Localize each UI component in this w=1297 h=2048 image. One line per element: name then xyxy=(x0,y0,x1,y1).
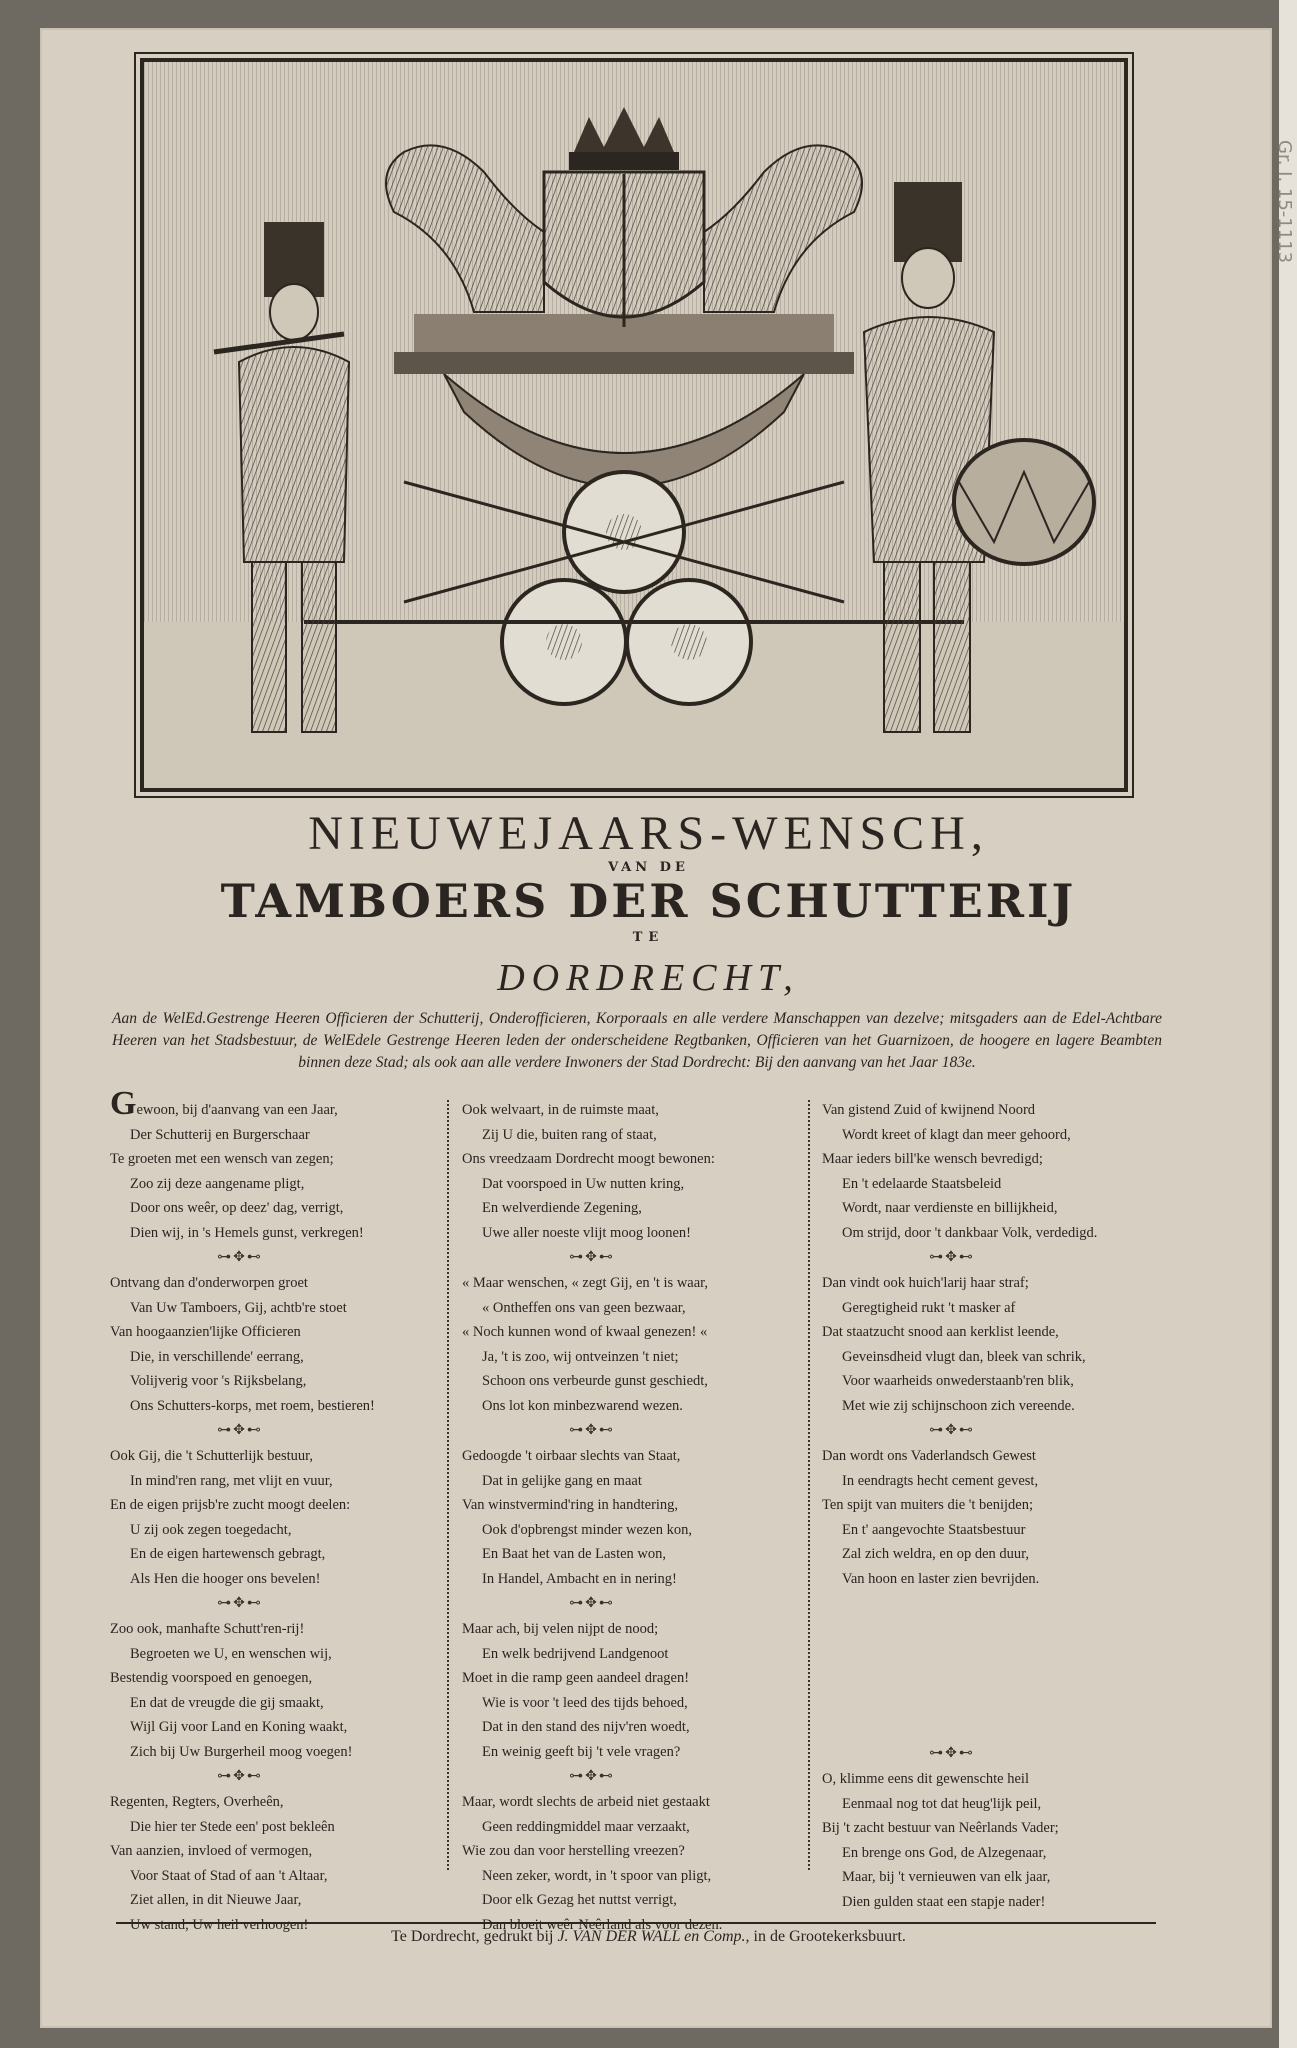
verse-line: Dan bloeit weêr Neêrland als voor dezen. xyxy=(482,1916,723,1933)
verse-line: O, klimme eens dit gewenschte heil xyxy=(822,1771,1029,1787)
verse-line: Maar, wordt slechts de arbeid niet gestaakt xyxy=(462,1794,710,1810)
verse-line: Door elk Gezag het nuttst verrigt, xyxy=(482,1892,677,1908)
verse-line: En 't edelaarde Staatsbeleid xyxy=(842,1175,1002,1192)
verse-line: Wie zou dan voor herstelling vreezen? xyxy=(462,1843,685,1859)
verse-line: Ziet allen, in dit Nieuwe Jaar, xyxy=(130,1892,302,1908)
verse-line: Uw stand, Uw heil verhoogen! xyxy=(130,1916,309,1933)
verse-line: Voor Staat of Stad of aan 't Altaar, xyxy=(130,1867,328,1884)
verse-line: Van hoon en laster zien bevrijden. xyxy=(842,1570,1040,1587)
verse-line: En brenge ons God, de Alzegenaar, xyxy=(842,1844,1047,1861)
stanza xyxy=(110,1271,440,1418)
title-city: DORDRECHT, xyxy=(497,957,800,999)
verse-line: Maar ach, bij velen nijpt de nood; xyxy=(462,1621,659,1637)
verse-line: En weinig geeft bij 't vele vragen? xyxy=(482,1743,681,1760)
stanza-ornament: ⊶✥⊷ xyxy=(929,1249,975,1265)
stanza xyxy=(462,1444,792,1591)
stanza xyxy=(462,1098,792,1245)
verse-line: Van gistend Zuid of kwijnend Noord xyxy=(822,1102,1036,1118)
verse-line: Begroeten we U, en wenschen wij, xyxy=(130,1645,332,1662)
archive-number: Gr. I. 15-1113 xyxy=(1274,140,1295,264)
stanza xyxy=(822,1098,1152,1245)
verse-line: U zij ook zegen toegedacht, xyxy=(130,1521,292,1538)
verse-line: Ook welvaart, in de ruimste maat, xyxy=(462,1102,659,1118)
stanza-ornament: ⊶✥⊷ xyxy=(569,1768,615,1784)
verse-line: Ons lot kon minbezwarend wezen. xyxy=(482,1397,683,1414)
verse-line: En de eigen prijsb're zucht moogt deelen: xyxy=(110,1497,351,1513)
verse-line: Ten spijt van muiters die 't benijden; xyxy=(822,1497,1034,1513)
verse-line: En Baat het van de Lasten won, xyxy=(482,1546,667,1562)
verse-line: Ons vreedzaam Dordrecht moogt bewonen: xyxy=(462,1151,715,1167)
verse-line: « Maar wenschen, « zegt Gij, en 't is waar, xyxy=(462,1275,709,1291)
verse-line: Om strijd, door 't dankbaar Volk, verdedigd. xyxy=(842,1224,1098,1241)
stanza xyxy=(110,1085,440,1245)
verse-line: Met wie zij schijnschoon zich vereende. xyxy=(842,1397,1075,1414)
title-tamboers: TAMBOERS DER SCHUTTERIJ xyxy=(220,874,1077,928)
verse-line: Geveinsdheid vlugt dan, bleek van schrik, xyxy=(842,1348,1086,1365)
printer-imprint xyxy=(0,1928,1297,1946)
imprint-printer: J. VAN DER WALL en Comp., xyxy=(557,1928,750,1945)
verse-line: Geen reddingmiddel maar verzaakt, xyxy=(482,1818,690,1835)
verse-line: Schoon ons verbeurde gunst geschiedt, xyxy=(482,1373,708,1389)
stanza xyxy=(822,1271,1152,1418)
verse-line: Ontvang dan d'onderworpen groet xyxy=(110,1275,308,1291)
verse-line: Dat in gelijke gang en maat xyxy=(482,1472,642,1489)
column-gap xyxy=(822,1591,1152,1741)
verse-line xyxy=(110,1085,440,1123)
verse-line: Dat voorspoed in Uw nutten kring, xyxy=(482,1175,685,1192)
stanza xyxy=(822,1444,1152,1591)
verse-line: Geregtigheid rukt 't masker af xyxy=(842,1299,1016,1316)
verse-line: En de eigen hartewensch gebragt, xyxy=(130,1546,326,1562)
verse-line: En welk bedrijvend Landgenoot xyxy=(482,1645,669,1662)
poem-column-1 xyxy=(110,1085,440,1937)
stanza xyxy=(462,1790,792,1937)
verse-line: Ja, 't is zoo, wij ontveinzen 't niet; xyxy=(482,1348,679,1365)
verse-line: In Handel, Ambacht en in nering! xyxy=(482,1570,677,1587)
stanza xyxy=(110,1617,440,1764)
verse-line: En dat de vreugde die gij smaakt, xyxy=(130,1694,324,1711)
verse-line: Eenmaal nog tot dat heug'lijk peil, xyxy=(842,1795,1042,1812)
verse-line: Moet in die ramp geen aandeel dragen! xyxy=(462,1670,690,1686)
stanza-ornament: ⊶✥⊷ xyxy=(929,1422,975,1438)
verse-line: Zoo ook, manhafte Schutt'ren-rij! xyxy=(110,1621,305,1637)
verse-line: Wie is voor 't leed des tijds behoed, xyxy=(482,1694,688,1711)
imprint-prefix: Te Dordrecht, gedrukt bij xyxy=(391,1928,554,1945)
column-divider-right xyxy=(808,1100,813,1870)
verse-text: ewoon, bij d'aanvang van een Jaar, xyxy=(136,1102,338,1118)
verse-line: Voor waarheids onwederstaanb'ren blik, xyxy=(842,1373,1074,1389)
verse-line: Door ons weêr, op deez' dag, verrigt, xyxy=(130,1200,344,1216)
stanza-ornament: ⊶✥⊷ xyxy=(217,1768,263,1784)
stanza xyxy=(822,1767,1152,1914)
verse-line: Die, in verschillende' eerrang, xyxy=(130,1348,304,1365)
verse-line: Van Uw Tamboers, Gij, achtb're stoet xyxy=(130,1299,347,1316)
verse-line: Dan vindt ook huich'larij haar straf; xyxy=(822,1275,1029,1291)
stanza xyxy=(110,1790,440,1937)
verse-line: Ook d'opbrengst minder wezen kon, xyxy=(482,1521,692,1538)
imprint-suffix: in de Grootekerksbuurt. xyxy=(753,1928,906,1945)
verse-line: Van aanzien, invloed of vermogen, xyxy=(110,1843,313,1859)
verse-line: Zal zich weldra, en op den duur, xyxy=(842,1546,1030,1562)
verse-line: In mind'ren rang, met vlijt en vuur, xyxy=(130,1472,333,1489)
verse-line: Dien wij, in 's Hemels gunst, verkregen! xyxy=(130,1224,364,1241)
verse-line: Als Hen die hooger ons bevelen! xyxy=(130,1570,321,1587)
verse-line: Van hoogaanzien'lijke Officieren xyxy=(110,1324,301,1340)
stanza-ornament: ⊶✥⊷ xyxy=(217,1249,263,1265)
verse-line: Gedoogde 't oirbaar slechts van Staat, xyxy=(462,1448,681,1464)
stanza xyxy=(462,1617,792,1764)
verse-line: Ons Schutters-korps, met roem, bestieren! xyxy=(130,1397,375,1414)
stanza xyxy=(110,1444,440,1591)
verse-line: Ook Gij, die 't Schutterlijk bestuur, xyxy=(110,1448,313,1464)
verse-line: Der Schutterij en Burgerschaar xyxy=(130,1126,310,1143)
verse-line: Dan wordt ons Vaderlandsch Gewest xyxy=(822,1448,1036,1464)
bottom-rule xyxy=(116,1922,1156,1924)
verse-line: Dat in den stand des nijv'ren woedt, xyxy=(482,1719,690,1735)
verse-line: Bestendig voorspoed en genoegen, xyxy=(110,1670,313,1686)
verse-line: Wordt kreet of klagt dan meer gehoord, xyxy=(842,1126,1071,1143)
woodcut-illustration xyxy=(140,58,1128,792)
verse-line: In eendragts hecht cement gevest, xyxy=(842,1472,1039,1489)
title-te: TE xyxy=(632,930,665,945)
stanza-ornament: ⊶✥⊷ xyxy=(569,1249,615,1265)
verse-line: Regenten, Regters, Overheên, xyxy=(110,1794,284,1810)
verse-line: Van winstvermind'ring in handtering, xyxy=(462,1497,679,1513)
title-main: NIEUWEJAARS-WENSCH, xyxy=(308,807,989,860)
column-divider-left xyxy=(447,1100,452,1870)
poem-column-3 xyxy=(822,1098,1152,1914)
stanza xyxy=(462,1271,792,1418)
verse-line: Volijverig voor 's Rijksbelang, xyxy=(130,1373,307,1389)
dedication-text: Aan de WelEd.Gestrenge Heeren Officieren der Schutterij, Onderofficieren, Korporaals en alle verdere Manschappen van dezelve; mitsgaders aan de Edel-Achtbare Heeren van het Stadsbestuur, de WelEdele Gestrenge Heeren leden der onderscheidene Regtbanken, Officieren van het Guarnizoen, de hoogere en lagere Beambten binnen deze Stad; als ook aan alle verdere Inwoners der Stad Dordrecht: Bij den aanvang van het Jaar 183e. xyxy=(112,1010,1162,1071)
verse-line: Uwe aller noeste vlijt moog loonen! xyxy=(482,1224,691,1241)
verse-line: Maar ieders bill'ke wensch bevredigd; xyxy=(822,1151,1043,1167)
verse-line: Dien gulden staat een stapje nader! xyxy=(842,1893,1046,1910)
verse-line: Maar, bij 't vernieuwen van elk jaar, xyxy=(842,1869,1051,1885)
scan-edge xyxy=(1274,0,1297,2048)
verse-line: Zoo zij deze aangename pligt, xyxy=(130,1175,305,1192)
stanza-ornament: ⊶✥⊷ xyxy=(929,1745,975,1761)
verse-line: Bij 't zacht bestuur van Neêrlands Vader; xyxy=(822,1820,1059,1836)
verse-line: Dat staatzucht snood aan kerklist leende, xyxy=(822,1324,1059,1340)
verse-line: Zij U die, buiten rang of staat, xyxy=(482,1126,657,1143)
verse-line: Te groeten met een wensch van zegen; xyxy=(110,1151,334,1167)
verse-line: Neen zeker, wordt, in 't spoor van pligt, xyxy=(482,1867,712,1884)
verse-line: Die hier ter Stede een' post bekleên xyxy=(130,1818,335,1835)
verse-line: Wordt, naar verdienste en billijkheid, xyxy=(842,1200,1058,1216)
drop-cap: G xyxy=(110,1085,137,1122)
verse-line: En welverdiende Zegening, xyxy=(482,1200,642,1216)
verse-line: Wijl Gij voor Land en Koning waakt, xyxy=(130,1719,348,1735)
title-van-de: VAN DE xyxy=(608,860,689,875)
stanza-ornament: ⊶✥⊷ xyxy=(569,1422,615,1438)
stanza-ornament: ⊶✥⊷ xyxy=(217,1422,263,1438)
verse-line: « Ontheffen ons van geen bezwaar, xyxy=(482,1299,686,1316)
verse-line: « Noch kunnen wond of kwaal genezen! « xyxy=(462,1324,708,1340)
verse-line: Zich bij Uw Burgerheil moog voegen! xyxy=(130,1743,353,1760)
poem-column-2 xyxy=(462,1098,792,1937)
stanza-ornament: ⊶✥⊷ xyxy=(569,1595,615,1611)
verse-line: En t' aangevochte Staatsbestuur xyxy=(842,1521,1026,1538)
stanza-ornament: ⊶✥⊷ xyxy=(217,1595,263,1611)
